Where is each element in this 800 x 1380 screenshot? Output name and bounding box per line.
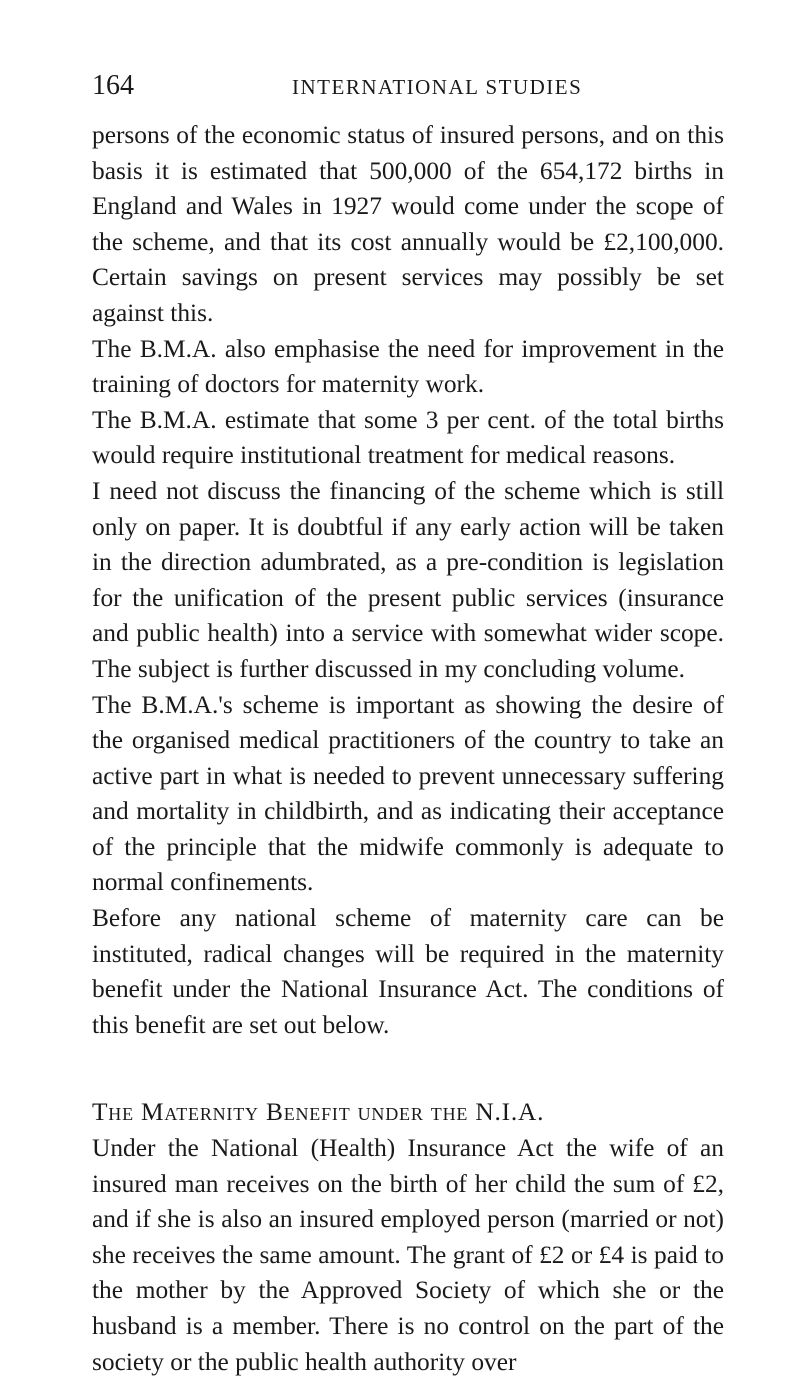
section-paragraph: Under the National (Health) Insurance Act the wife of an insured man receives on the birth of her child the sum of £2, and if she is also an insured employed person (married or not) she receives the same amount. The grant of £2 or £4 is paid to the mother by the Approved Society of which she or the husband is a member. There is no control on the part of the society or the public health authority over (92, 1134, 724, 1376)
paragraph: I need not discuss the financing of the scheme which is still only on paper. It is doubtful if any early action will be taken in the direction adumbrated, as a pre-condition is legislation for the unification of the present public services (insurance and public health) into a service with somewhat wider scope. The subject is further discussed in my concluding volume. (92, 476, 724, 683)
paragraph: The B.M.A. also emphasise the need for improvement in the training of doctors for maternity work. (92, 334, 724, 399)
paragraph: The B.M.A.'s scheme is important as showing the desire of the organised medical practitioners of the country to take an active part in what is needed to prevent unnecessary suffering and mortality in childbirth, and as indicating their acceptance of the principle that the midwife commonly is adequate to normal confinements. (92, 690, 724, 897)
book-page (92, 68, 724, 1380)
running-head (92, 68, 724, 104)
page-number: 164 (92, 70, 134, 101)
paragraph: Before any national scheme of maternity care can be instituted, radical changes will be required in the maternity benefit under the National Insurance Act. The conditions of this benefit are set out below. (92, 904, 724, 1039)
paragraph: The B.M.A. estimate that some 3 per cent. of the total births would require institutional treatment for medical reasons. (92, 405, 724, 470)
paragraph: persons of the economic status of insured persons, and on this basis it is estimated that 500,000 of the 654,172 births in England and Wales in 1927 would come under the scope of the scheme, and that its cost annually would be £2,100,000. Certain savings on present services may possibly be set against this. (92, 121, 724, 327)
running-title: INTERNATIONAL STUDIES (292, 75, 583, 99)
section-heading: The Maternity Benefit under the N.I.A. (92, 1098, 545, 1127)
